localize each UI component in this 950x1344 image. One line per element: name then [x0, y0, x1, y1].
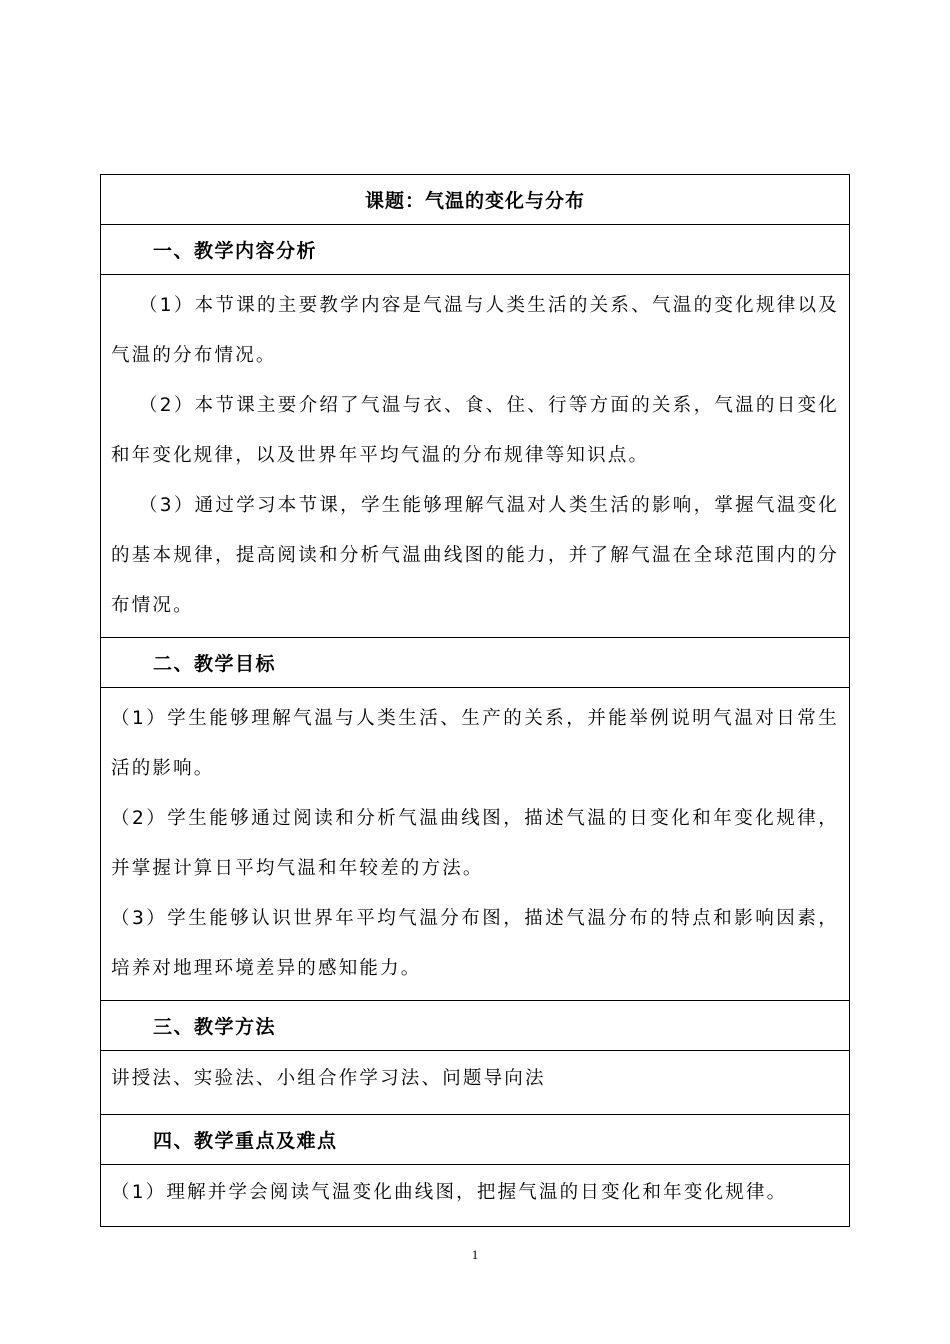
paragraph: （3）通过学习本节课，学生能够理解气温对人类生活的影响，掌握气温变化的基本规律，提高阅读和分析气温曲线图的能力，并了解气温在全球范围内的分布情况。 [111, 495, 839, 616]
paragraph: （1）学生能够理解气温与人类生活、生产的关系，并能举例说明气温对日常生活的影响。 [111, 708, 839, 779]
section-body-teaching-methods [101, 1051, 849, 1115]
section-heading-content-analysis: 一、教学内容分析 [101, 225, 849, 275]
paragraph: 讲授法、实验法、小组合作学习法、问题导向法 [111, 1068, 546, 1089]
paragraph: （1）理解并学会阅读气温变化曲线图，把握气温的日变化和年变化规律。 [111, 1182, 788, 1203]
section-heading-key-points: 四、教学重点及难点 [101, 1115, 849, 1165]
section-heading-teaching-goals: 二、教学目标 [101, 638, 849, 688]
section-body-key-points [101, 1165, 849, 1227]
paragraph: （1）本节课的主要教学内容是气温与人类生活的关系、气温的变化规律以及气温的分布情况。 [111, 295, 839, 366]
lesson-title: 课题：气温的变化与分布 [101, 175, 849, 225]
paragraph: （2）本节课主要介绍了气温与衣、食、住、行等方面的关系，气温的日变化和年变化规律，以及世界年平均气温的分布规律等知识点。 [111, 395, 839, 466]
section-body-teaching-goals [101, 688, 849, 1001]
page-number: 1 [471, 1247, 479, 1262]
section-heading-teaching-methods: 三、教学方法 [101, 1001, 849, 1051]
paragraph: （3）学生能够认识世界年平均气温分布图，描述气温分布的特点和影响因素，培养对地理环境差异的感知能力。 [111, 908, 839, 979]
paragraph: （2）学生能够通过阅读和分析气温曲线图，描述气温的日变化和年变化规律，并掌握计算日平均气温和年较差的方法。 [111, 808, 839, 879]
section-body-content-analysis [101, 275, 849, 638]
lesson-plan-table [100, 174, 850, 1227]
